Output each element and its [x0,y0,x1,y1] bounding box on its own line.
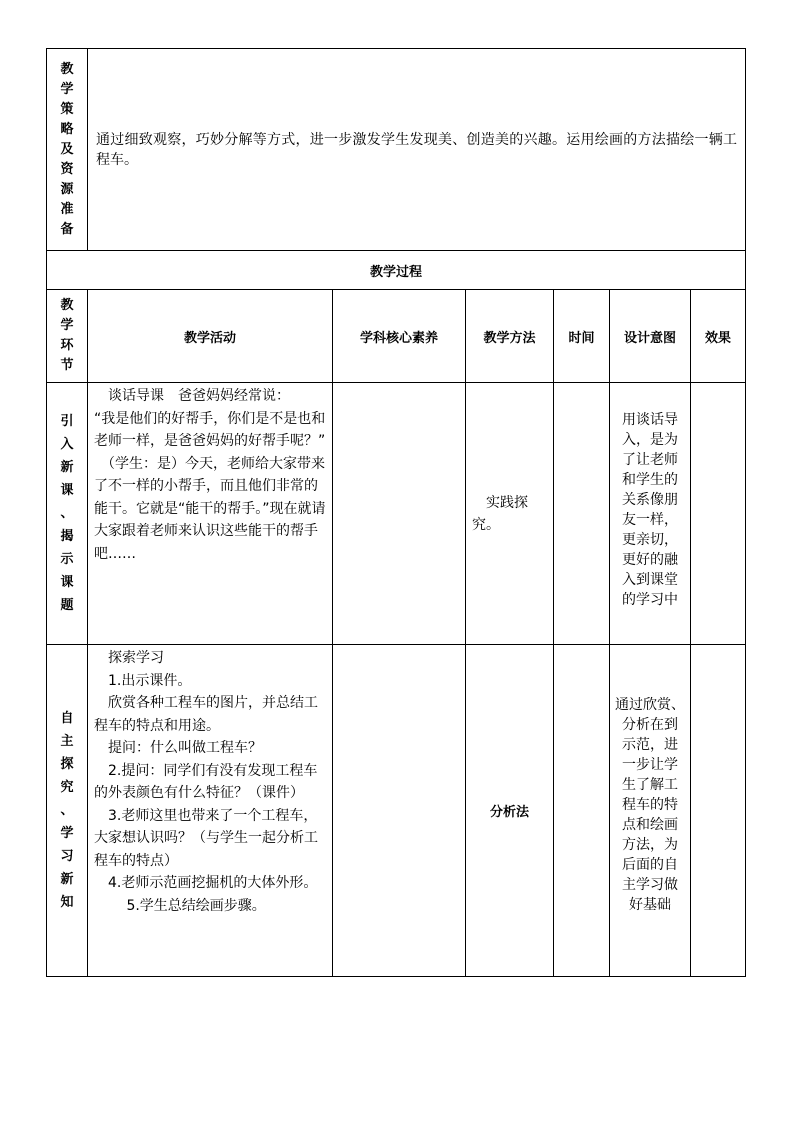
label-char: 节 [60,358,74,373]
label-char: 课 [60,575,74,590]
activity-paragraph: 4.老师示范画挖掘机的大体外形。 [94,875,318,891]
intent-line: 用谈话导 [622,412,678,428]
activity-paragraph: 欣赏各种工程车的图片，并总结工程车的特点和用途。 [94,695,318,734]
label-char: 学 [60,81,74,97]
activity-paragraph: 提问：什么叫做工程车？ [94,740,262,756]
activity-cell [88,383,333,645]
strategy-text: 通过细致观察，巧妙分解等方式，进一步激发学生发现美、创造美的兴趣。运用绘画的方法描绘一辆工程车。 [96,131,738,168]
label-char: 题 [60,598,74,613]
strategy-row [47,49,746,251]
stage-label [47,645,88,977]
label-char: 略 [60,121,74,137]
activity-paragraph: （学生：是）今天，老师给大家带来了不一样的小帮手，而且他们非常的能干。它就是“能干的帮手。”现在就请大家跟着老师来认识这些能干的帮手吧…… [94,455,326,562]
strategy-label [47,49,88,251]
core-cell [333,383,466,645]
activity-paragraph: 探索学习 [94,650,164,666]
method-text: 分析法 [489,805,529,820]
activity-paragraph: 谈话导课 爸爸妈妈经常说： [94,388,290,404]
label-char: 资 [60,161,74,177]
table-row [47,645,746,977]
strategy-cell [88,49,746,251]
method-text: 实践探究。 [472,494,528,533]
label-char: 探 [60,757,74,772]
label-char: 源 [60,181,74,197]
label-char: 教 [60,298,74,313]
activity-header: 教学活动 [88,290,333,383]
label-char: 环 [60,338,74,353]
intent-line: 更好的融 [622,552,678,568]
label-char: 学 [60,318,74,333]
stage-label [47,383,88,645]
intent-line: 分析在到 [622,717,678,733]
label-char: 学 [60,826,74,841]
intent-line: 点和绘画 [622,817,678,833]
intent-line: 后面的自 [622,857,678,873]
header-row [47,290,746,383]
intent-line: 和学生的 [622,472,678,488]
method-cell [466,383,554,645]
effect-header: 效果 [691,290,746,383]
intent-line: 通过欣赏、 [615,697,685,713]
core-header: 学科核心素养 [333,290,466,383]
label-char: 示 [60,552,74,567]
label-char: 、 [60,506,74,521]
label-char: 主 [60,734,74,749]
intent-line: 一步让学 [622,757,678,773]
intent-line: 方法，为 [622,837,678,853]
effect-cell [691,383,746,645]
lesson-plan-table [46,48,746,977]
label-char: 入 [60,437,74,452]
activity-paragraph: 1.出示课件。 [94,672,192,689]
label-char: 新 [60,460,74,475]
intent-line: 好基础 [629,897,671,913]
method-cell [466,645,554,977]
process-title: 教学过程 [47,251,746,290]
intent-line: 入到课堂 [622,572,678,588]
label-char: 课 [60,483,74,498]
label-char: 究 [60,780,74,795]
label-char: 引 [60,414,74,429]
activity-paragraph: 5.学生总结绘画步骤。 [94,897,266,914]
intent-line: 入，是为 [622,432,678,448]
time-cell [554,645,610,977]
intent-line: 程车的特 [622,797,678,813]
activity-paragraph: “我是他们的好帮手，你们是不是也和老师一样，是爸爸妈妈的好帮手呢？” [94,410,326,449]
activity-paragraph: 3.老师这里也带来了一个工程车，大家想认识吗？（与学生一起分析工程车的特点） [94,807,318,869]
stage-header [47,290,88,383]
activity-paragraph: 2.提问：同学们有没有发现工程车的外表颜色有什么特征？（课件） [94,762,318,801]
label-char: 准 [60,201,74,217]
label-char: 自 [60,711,74,726]
intent-line: 主学习做 [622,877,678,893]
label-char: 知 [60,895,74,910]
intent-line: 更亲切， [622,532,678,548]
process-title-row [47,251,746,290]
effect-cell [691,645,746,977]
intent-line: 关系像朋 [622,492,678,508]
label-char: 揭 [60,529,74,544]
table-row [47,383,746,645]
intent-line: 友一样， [622,512,678,528]
intent-line: 了让老师 [622,452,678,468]
label-char: 习 [60,849,74,864]
label-char: 新 [60,872,74,887]
label-char: 策 [60,101,74,117]
label-char: 教 [60,61,74,77]
time-header: 时间 [554,290,610,383]
label-char: 备 [60,221,74,237]
intent-cell [610,383,691,645]
intent-cell [610,645,691,977]
intent-line: 的学习中 [622,592,678,608]
label-char: 、 [60,803,74,818]
label-char: 及 [60,141,74,157]
intent-line: 生了解工 [622,777,678,793]
core-cell [333,645,466,977]
method-header: 教学方法 [466,290,554,383]
intent-line: 示范，进 [622,737,678,753]
activity-cell [88,645,333,977]
intent-header: 设计意图 [610,290,691,383]
time-cell [554,383,610,645]
